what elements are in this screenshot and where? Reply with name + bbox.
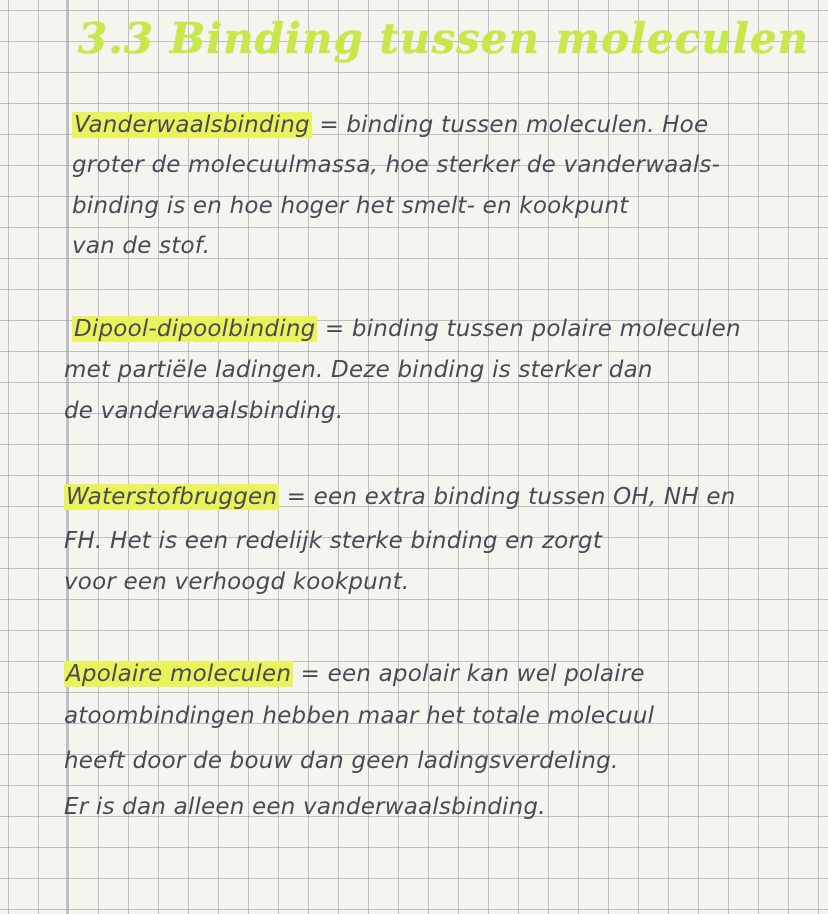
section-2-line-1 — [72, 316, 741, 342]
section-3-line-1 — [64, 484, 735, 510]
section-2-line-3: de vanderwaalsbinding. — [64, 398, 344, 424]
section-1-term: Vanderwaalsbinding — [74, 112, 310, 138]
section-3-term: Waterstofbruggen — [66, 484, 278, 510]
section-2-text: = binding tussen polaire moleculen — [317, 316, 741, 342]
page-title: 3.3 Binding tussen moleculen — [78, 14, 810, 63]
section-1-line-2: groter de molecuulmassa, hoe sterker de vanderwaals- — [72, 152, 721, 178]
section-1-line-3: binding is en hoe hoger het smelt- en kookpunt — [72, 193, 629, 219]
section-3-line-3: voor een verhoogd kookpunt. — [64, 569, 410, 595]
section-1-line-1 — [72, 112, 708, 138]
section-4-line-1 — [64, 661, 645, 687]
section-4-line-2: atoombindingen hebben maar het totale molecuul — [64, 703, 655, 729]
section-4-line-3: heeft door de bouw dan geen ladingsverdeling. — [64, 748, 619, 774]
margin-line — [66, 0, 68, 914]
section-1-text: = binding tussen moleculen. Hoe — [311, 112, 709, 138]
section-3-line-2: FH. Het is een redelijk sterke binding en zorgt — [64, 528, 603, 554]
section-4-line-4: Er is dan alleen een vanderwaalsbinding. — [64, 794, 546, 820]
section-4-term: Apolaire moleculen — [66, 661, 292, 687]
section-2-term: Dipool-dipoolbinding — [74, 316, 316, 342]
section-4-text: = een apolair kan wel polaire — [293, 661, 645, 687]
section-1-line-4: van de stof. — [72, 233, 211, 259]
section-3-text: = een extra binding tussen OH, NH en — [279, 484, 736, 510]
section-2-line-2: met partiële ladingen. Deze binding is sterker dan — [64, 357, 653, 383]
